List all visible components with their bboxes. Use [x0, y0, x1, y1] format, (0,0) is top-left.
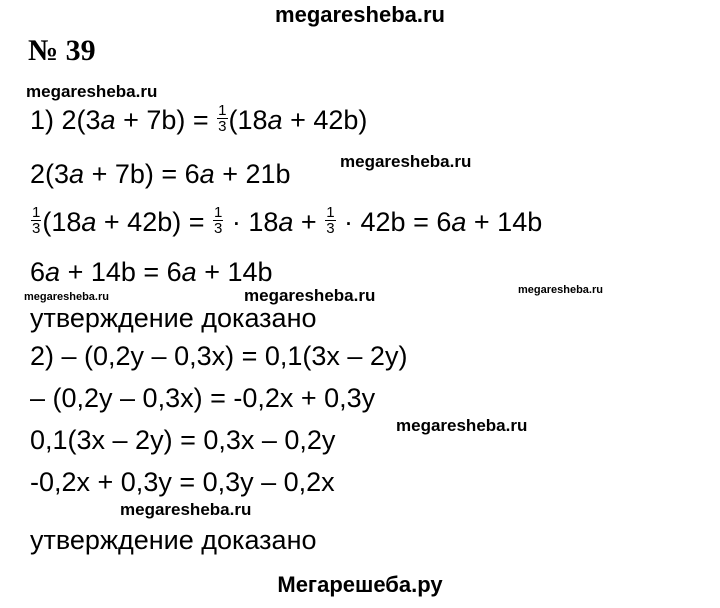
watermark: megaresheba.ru	[26, 82, 158, 101]
watermark-top: megaresheba.ru	[275, 2, 445, 27]
problem-number: № 39	[28, 34, 96, 67]
watermark: megaresheba.ru	[24, 291, 109, 303]
fraction: $\frac{1}{3}$	[214, 204, 223, 238]
part2-conclusion: утверждение доказано	[30, 525, 317, 555]
part1-line4: 6a + 14b = 6a + 14b	[30, 257, 273, 287]
watermark: megaresheba.ru	[244, 286, 376, 305]
fraction: $\frac{1}{3}$	[218, 102, 227, 136]
part1-line1: 1) 2(3a + 7b) = $\frac{1}{3}$ (18a + 42b)	[30, 102, 368, 136]
part2-line2: – (0,2y – 0,3x) = -0,2x + 0,3y	[30, 383, 376, 413]
part2-line1: 2) – (0,2y – 0,3x) = 0,1(3x – 2y)	[30, 341, 408, 371]
watermark: megaresheba.ru	[120, 500, 252, 519]
watermark: megaresheba.ru	[518, 284, 603, 296]
fraction: $\frac{1}{3}$	[32, 204, 41, 238]
part1-line3: $\frac{1}{3}$ (18a + 42b) = $\frac{1}{3}$ · 18a + $\frac{1}{3}$ · 42b = 6a + 14b	[32, 204, 543, 238]
fraction: $\frac{1}{3}$	[326, 204, 335, 238]
part2-line4: -0,2x + 0,3y = 0,3y – 0,2x	[30, 467, 335, 497]
part1-line2: 2(3a + 7b) = 6a + 21b	[30, 159, 291, 189]
watermark: megaresheba.ru	[396, 416, 528, 435]
part2-line3: 0,1(3x – 2y) = 0,3x – 0,2y	[30, 425, 336, 455]
part-label: 1)	[30, 105, 62, 135]
part1-conclusion: утверждение доказано	[30, 303, 317, 333]
watermark: megaresheba.ru	[340, 152, 472, 171]
watermark-bottom: Мегарешеба.ру	[277, 572, 443, 597]
